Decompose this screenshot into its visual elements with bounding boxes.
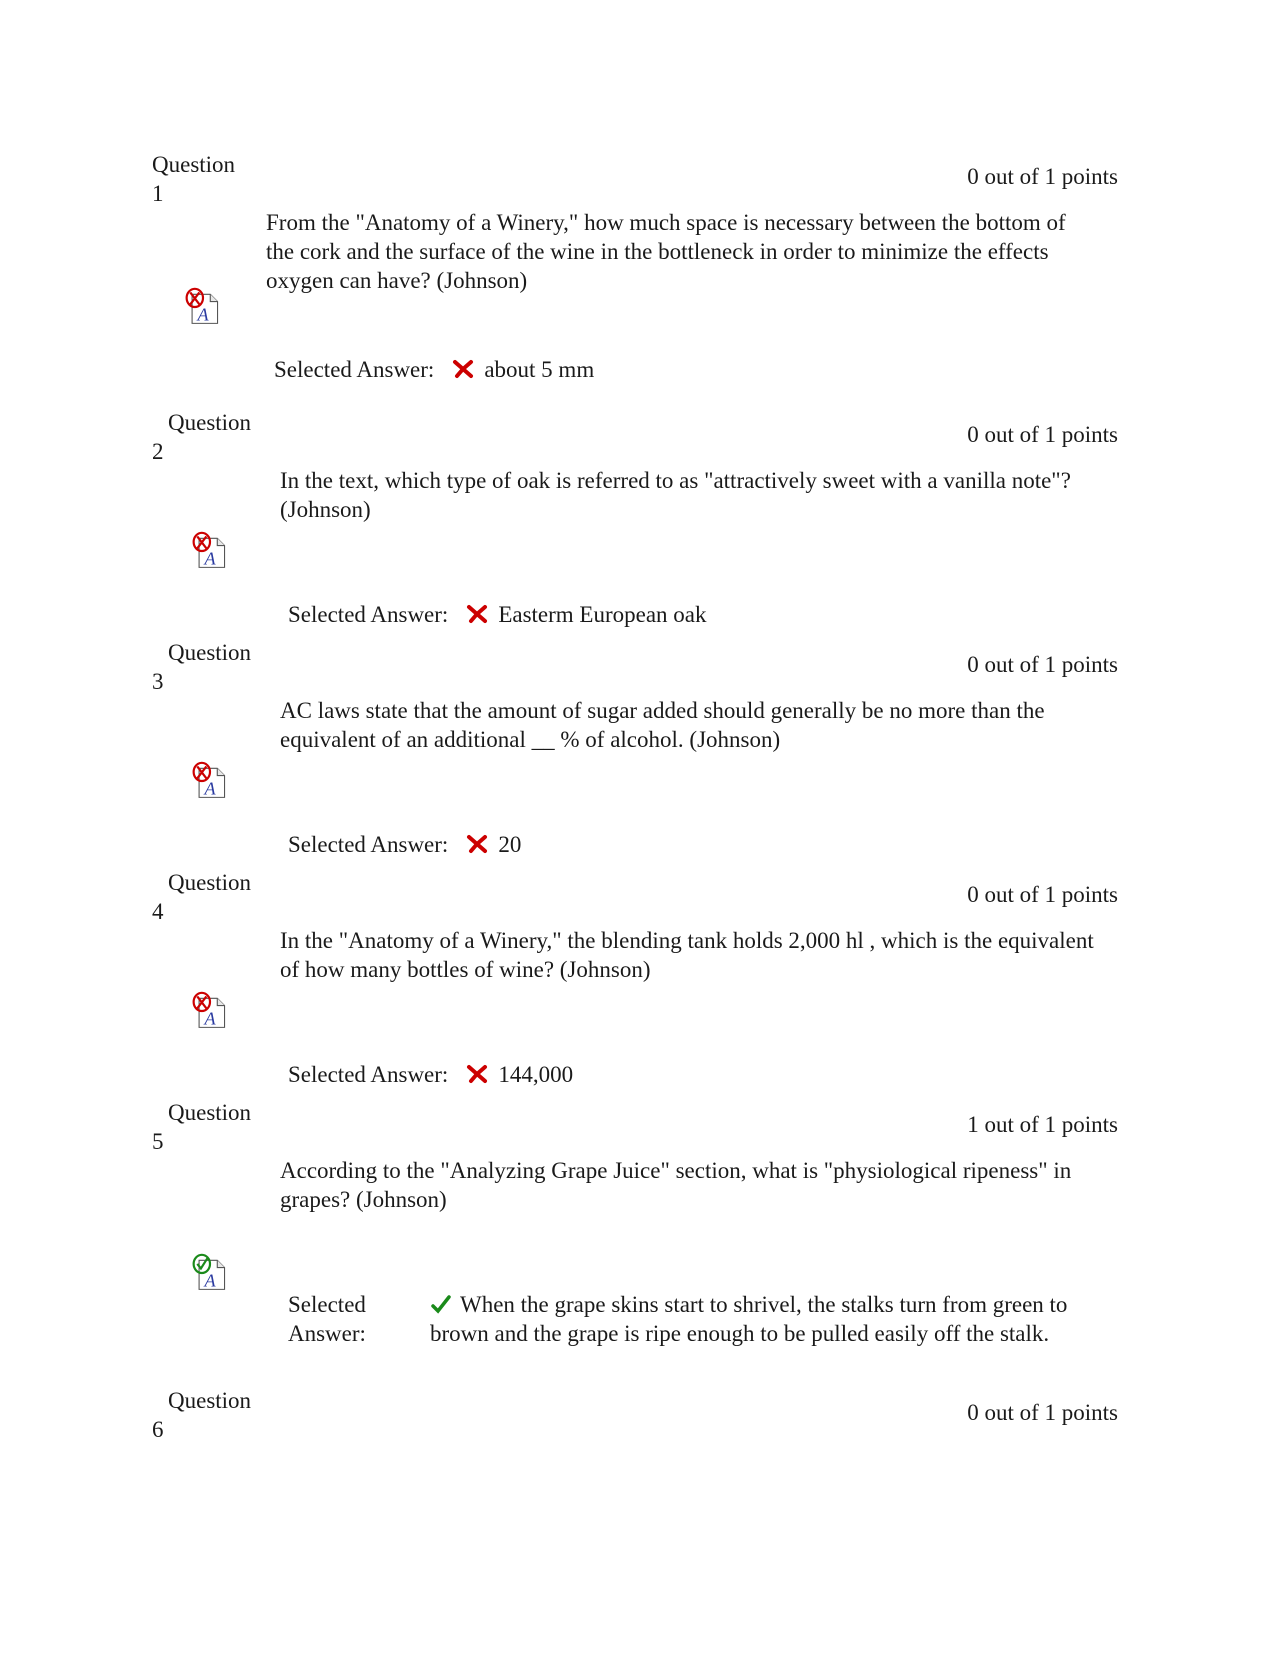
x-mark-icon bbox=[466, 603, 488, 625]
question-label: Question 4 bbox=[152, 868, 262, 926]
question-number: 5 bbox=[152, 1129, 164, 1154]
question-text: According to the "Analyzing Grape Juice" section, what is "physiological ripeness" in grapes? (Johnson) bbox=[280, 1158, 1072, 1212]
question-number: 1 bbox=[152, 181, 164, 206]
incorrect-answer-icon bbox=[183, 286, 223, 328]
selected-answer-label: Selected Answer: bbox=[274, 357, 435, 382]
incorrect-answer-icon bbox=[190, 530, 230, 572]
question-label: Question 2 bbox=[152, 408, 262, 466]
question-label: Question 5 bbox=[152, 1098, 262, 1156]
question-number: 4 bbox=[152, 899, 164, 924]
incorrect-answer-icon bbox=[190, 760, 230, 802]
question-number: 6 bbox=[152, 1417, 164, 1442]
selected-answer-label: Selected Answer: bbox=[288, 602, 449, 627]
selected-answer-label: Selected Answer: bbox=[288, 1292, 366, 1346]
question-label: Question 3 bbox=[152, 638, 262, 696]
question-points: 0 out of 1 points bbox=[967, 652, 1118, 677]
selected-answer-value: about 5 mm bbox=[484, 357, 595, 382]
question-number: 3 bbox=[152, 669, 164, 694]
selected-answer-label: Selected Answer: bbox=[288, 832, 449, 857]
x-mark-icon bbox=[466, 1063, 488, 1085]
selected-answer-value: When the grape skins start to shrivel, the stalks turn from green to brown and the grape is ripe enough to be pulled easily off the stalk. bbox=[430, 1292, 1068, 1346]
selected-answer bbox=[274, 355, 594, 384]
question-points: 0 out of 1 points bbox=[967, 1400, 1118, 1425]
question-text: AC laws state that the amount of sugar added should generally be no more than the equivalent of an additional __ % of alcohol. (Johnson) bbox=[280, 698, 1045, 752]
selected-answer-value: Easterm European oak bbox=[498, 602, 707, 627]
question-points: 0 out of 1 points bbox=[967, 422, 1118, 447]
question-label: Question 6 bbox=[152, 1386, 262, 1444]
x-mark-icon bbox=[452, 358, 474, 380]
question-text: From the "Anatomy of a Winery," how much space is necessary between the bottom of the cork and the surface of the wine in the bottleneck in order to minimize the effects oxygen can have? (Johnson) bbox=[266, 210, 1066, 293]
incorrect-answer-icon bbox=[190, 990, 230, 1032]
selected-answer bbox=[288, 830, 521, 859]
selected-answer-value: 20 bbox=[498, 832, 522, 857]
question-points: 0 out of 1 points bbox=[967, 164, 1118, 189]
selected-answer-value: 144,000 bbox=[498, 1062, 574, 1087]
selected-answer bbox=[288, 600, 707, 629]
question-label: Question 1 bbox=[152, 150, 262, 208]
correct-answer-icon bbox=[190, 1252, 230, 1294]
question-points: 0 out of 1 points bbox=[967, 882, 1118, 907]
question-text: In the "Anatomy of a Winery," the blending tank holds 2,000 hl , which is the equivalent of how many bottles of wine? (Johnson) bbox=[280, 928, 1094, 982]
x-mark-icon bbox=[466, 833, 488, 855]
question-text: In the text, which type of oak is referred to as "attractively sweet with a vanilla note"? (Johnson) bbox=[280, 468, 1071, 522]
check-mark-icon bbox=[430, 1293, 452, 1315]
selected-answer bbox=[288, 1290, 1108, 1380]
question-number: 2 bbox=[152, 439, 164, 464]
selected-answer bbox=[288, 1060, 573, 1089]
question-points: 1 out of 1 points bbox=[967, 1112, 1118, 1137]
selected-answer-value-wrap bbox=[430, 1290, 1110, 1348]
selected-answer-label: Selected Answer: bbox=[288, 1062, 449, 1087]
